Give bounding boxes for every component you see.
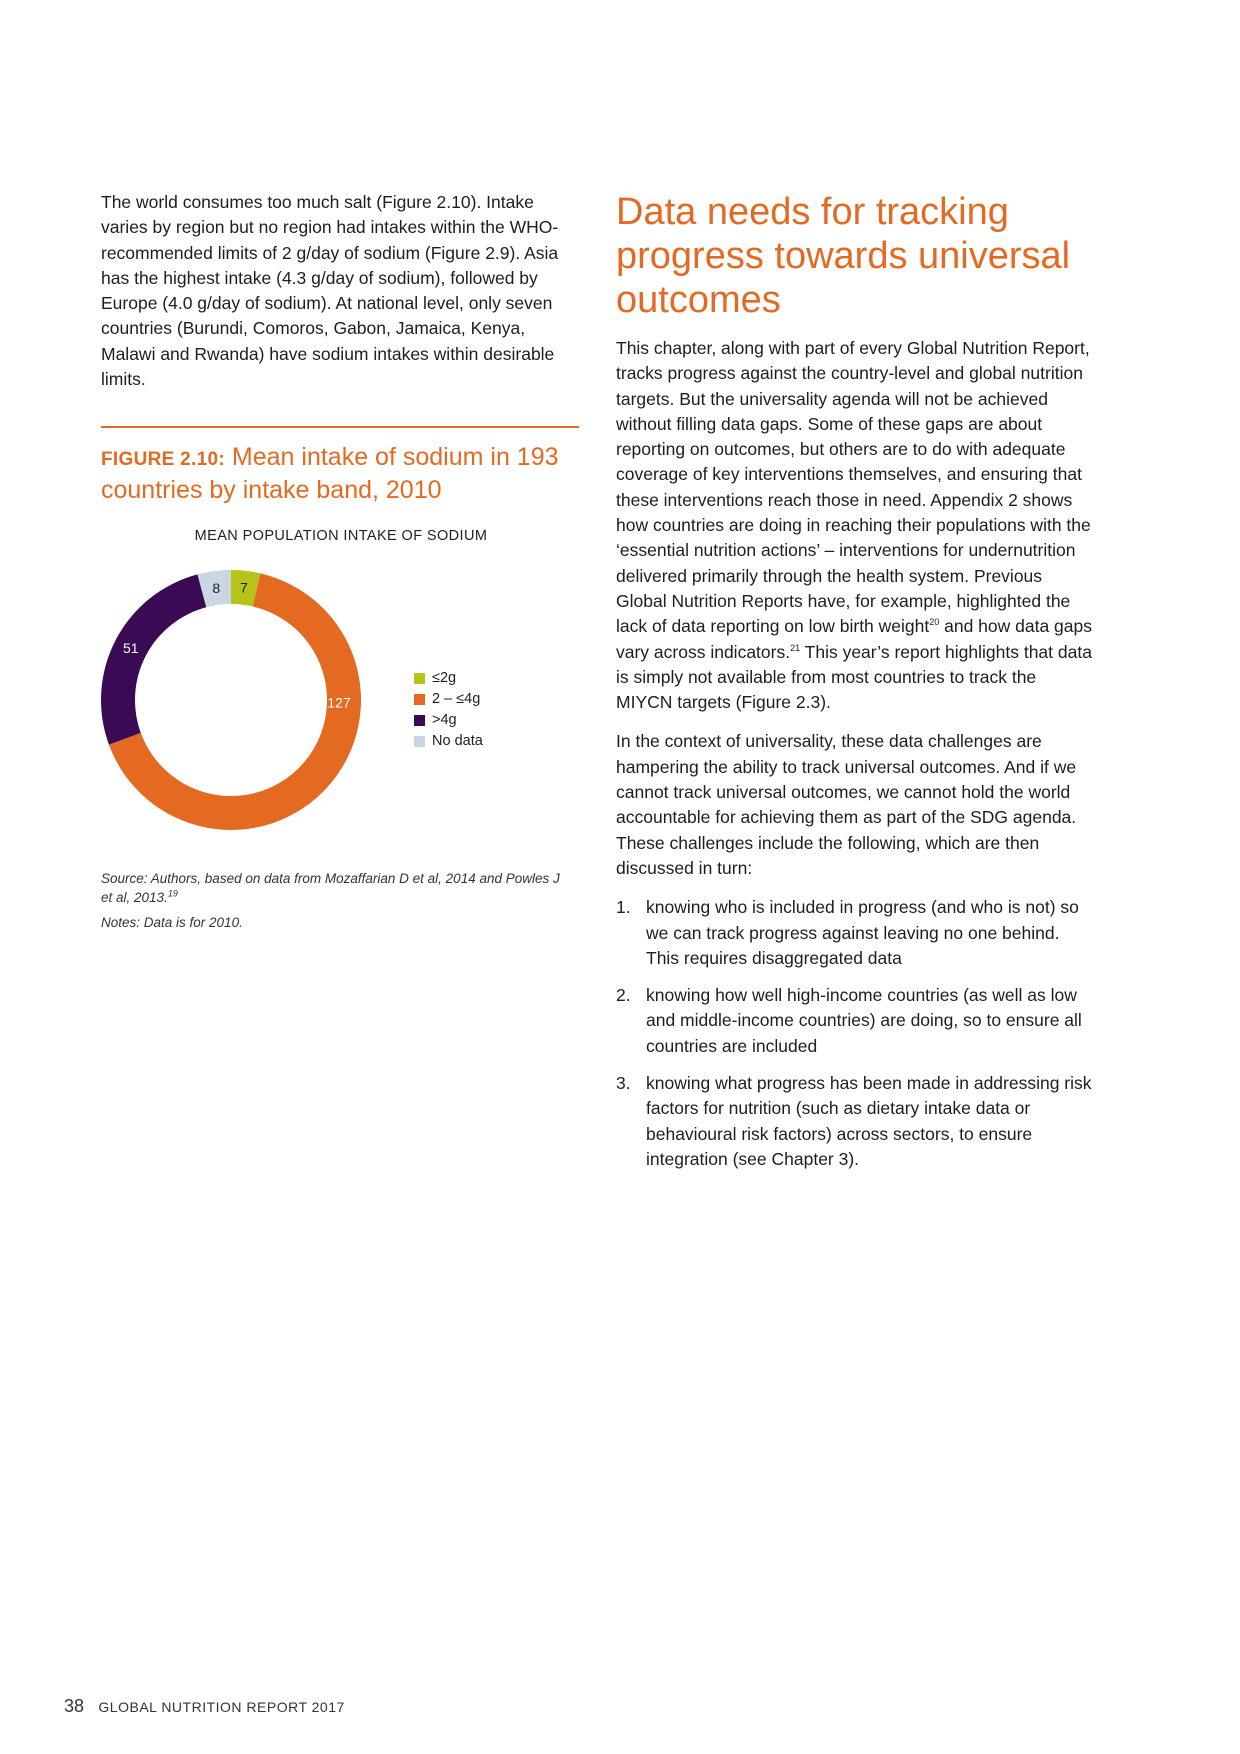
paragraph-universality: In the context of universality, these data challenges are hampering the ability to track universal outcomes. And if we cannot track universal outcomes, we cannot hold the world accountable for achieving them as part of the SDG agenda. These challenges include the following, which are then discussed in turn: — [616, 731, 1077, 878]
list-item: 3. knowing what progress has been made in addressing risk factors for nutrition (such as dietary intake data or behavioural risk factors) across sectors, to ensure integration (see Chapter 3). — [616, 1073, 1092, 1169]
figure-source: Source: Authors, based on data from Mozaffarian D et al, 2014 and Powles J et al, 2013.19 — [101, 871, 560, 905]
page-number: 38 — [64, 1696, 85, 1716]
report-title: GLOBAL NUTRITION REPORT 2017 — [98, 1699, 345, 1715]
legend-label: 2 – ≤4g — [432, 691, 481, 707]
right-column — [616, 190, 1096, 1184]
legend-item — [414, 689, 483, 710]
figure-notes: Notes: Data is for 2010. — [101, 915, 243, 930]
footnote-ref: 19 — [167, 888, 178, 899]
left-column — [101, 190, 581, 406]
legend-swatch — [414, 694, 425, 705]
legend-swatch — [414, 736, 425, 747]
legend-swatch — [414, 715, 425, 726]
figure-divider — [101, 426, 579, 428]
footnote-ref: 21 — [790, 642, 801, 653]
paragraph-data-gaps: This chapter, along with part of every Global Nutrition Report, tracks progress against the country-level and global nutrition targets. But the universality agenda will not be achieved without filling data gaps. Some of these gaps are about reporting on outcomes, but others are to do with adequate coverage of key interventions themselves, and ensuring that these interventions reach those in need. Appendix 2 shows how countries are doing in reaching their populations with the ‘essential nutrition actions’ – interventions for undernutrition delivered primarily through the health system. Previous Global Nutrition Reports have, for example, highlighted the lack of data reporting on low birth weight$^{20}$ and how data gaps vary across indicators.$^{21}$ This year’s report highlights that data is simply not available from most countries to track the MIYCN targets (Figure 2.3). — [616, 338, 1093, 713]
slice-value-label: 7 — [239, 579, 248, 596]
challenges-list — [616, 895, 1096, 1172]
figure-label: FIGURE 2.10: — [101, 449, 225, 470]
slice-value-label: 51 — [122, 639, 139, 656]
list-item: 1. knowing who is included in progress (and who is not) so we can track progress against leaving no one behind. This requires disaggregated data — [616, 897, 1079, 968]
donut-chart — [101, 570, 401, 870]
figure-title-text: Mean intake of sodium in 193 countries by intake band, 2010 — [101, 443, 559, 504]
section-heading: Data needs for tracking progress towards universal outcomes — [616, 191, 1071, 321]
donut-slice — [101, 574, 206, 744]
legend-item — [414, 668, 483, 689]
footnote-ref: 20 — [929, 617, 940, 628]
intro-paragraph: The world consumes too much salt (Figure 2.10). Intake varies by region but no region had intakes within the WHO-recommended limits of 2 g/day of sodium (Figure 2.9). Asia has the highest intake (4.3 g/day of sodium), followed by Europe (4.0 g/day of sodium). At national level, only seven countries (Burundi, Comoros, Gabon, Jamaica, Kenya, Malawi and Rwanda) have sodium intakes within desirable limits. — [101, 192, 559, 390]
figure-title — [101, 442, 581, 505]
page-footer — [64, 1696, 345, 1717]
list-item: 2. knowing how well high-income countries (as well as low and middle-income countries) are doing, so to ensure all countries are included — [616, 985, 1082, 1056]
legend-label: No data — [432, 733, 483, 749]
figure-source-notes — [101, 869, 561, 938]
slice-value-label: 8 — [212, 579, 221, 596]
chart-title: MEAN POPULATION INTAKE OF SODIUM — [194, 528, 488, 544]
legend-label: >4g — [432, 712, 457, 728]
legend-swatch — [414, 673, 425, 684]
legend-item — [414, 731, 483, 752]
legend-item — [414, 710, 483, 731]
slice-value-label: 127 — [327, 694, 351, 711]
chart-legend — [414, 668, 483, 752]
legend-label: ≤2g — [432, 670, 457, 686]
